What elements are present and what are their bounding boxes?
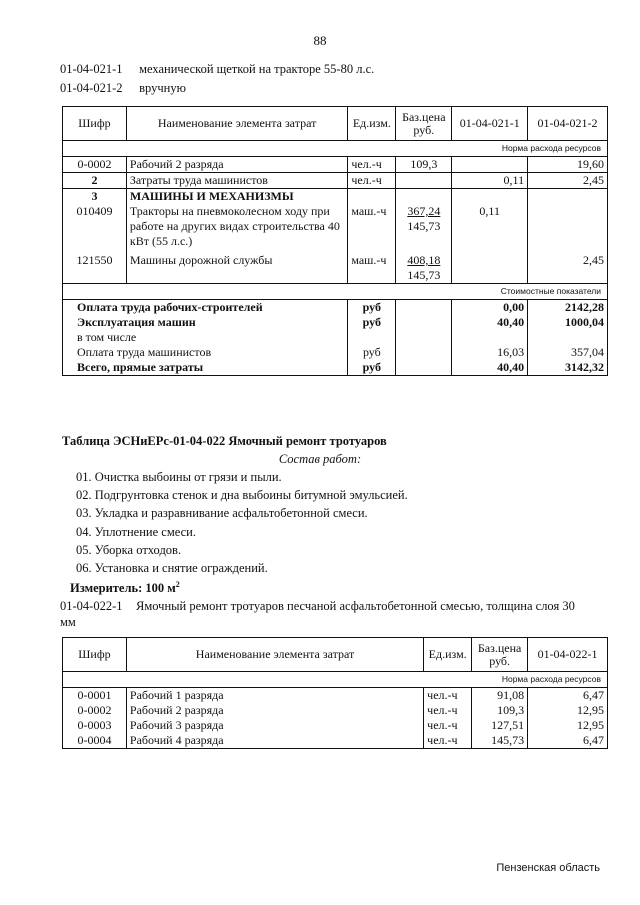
cell-unit: чел.-ч [424, 718, 472, 733]
code-line [60, 81, 186, 96]
code-id: 01-04-021-1 [60, 62, 123, 76]
cost-name: Всего, прямые затраты [63, 360, 348, 376]
cell-v2 [528, 204, 608, 253]
cell-unit: чел.-ч [348, 157, 396, 173]
cell-price: 109,3 [396, 157, 452, 173]
cell-price: 127,51 [472, 718, 528, 733]
cost-v2: 357,04 [528, 345, 608, 360]
cell-name: Затраты труда машинистов [126, 173, 347, 189]
measure-sup: 2 [175, 580, 180, 589]
sostav-heading: Состав работ: [278, 452, 362, 466]
cell-v2: 2,45 [528, 173, 608, 189]
table-row [63, 204, 608, 253]
cost-v1: 40,40 [452, 315, 528, 330]
cell-shifr: 0-0002 [63, 703, 127, 718]
page-number: 88 [313, 33, 327, 48]
table-row [63, 189, 608, 205]
resource-table-2 [62, 637, 608, 749]
cell-unit: чел.-ч [424, 703, 472, 718]
cell-price [396, 189, 452, 205]
cell-price [396, 253, 452, 284]
cost-name: Оплата труда рабочих-строителей [63, 300, 348, 316]
cell-name: Рабочий 2 разряда [126, 157, 347, 173]
work-item: 03. Укладка и разравнивание асфальтобетонной смеси. [76, 506, 368, 520]
desc-text: Ямочный ремонт тротуаров песчаной асфальтобетонной смесью, толщина слоя 30 мм [60, 599, 575, 629]
cell-v1: 0,11 [452, 173, 528, 189]
cell-shifr: 010409 [63, 204, 127, 253]
cell-name: Рабочий 1 разряда [126, 688, 423, 704]
cell-v1 [452, 157, 528, 173]
norm-label: Норма расхода ресурсов [63, 672, 608, 688]
cost-v1 [452, 330, 528, 345]
cell-unit: чел.-ч [424, 688, 472, 704]
price-value: 408,18 [407, 253, 441, 267]
work-item: 01. Очистка выбоины от грязи и пыли. [76, 470, 282, 484]
cell-unit: маш.-ч [348, 204, 396, 253]
header-unit: Ед.изм. [424, 638, 472, 672]
header-unit: Ед.изм. [348, 107, 396, 141]
table-row [63, 173, 608, 189]
header-price: Баз.цена руб. [396, 107, 452, 141]
header-shifr: Шифр [63, 107, 127, 141]
cell-v1: 12,95 [528, 718, 608, 733]
cost-unit: руб [348, 300, 396, 316]
cell-name: Рабочий 2 разряда [126, 703, 423, 718]
header-col1: 01-04-021-1 [452, 107, 528, 141]
cell-name: Рабочий 4 разряда [126, 733, 423, 749]
cost-unit: руб [348, 360, 396, 376]
work-item: 06. Установка и снятие ограждений. [76, 561, 268, 575]
code-text: вручную [139, 81, 186, 95]
work-item: 05. Уборка отходов. [76, 543, 182, 557]
table-row [63, 315, 608, 330]
cost-unit: руб [348, 315, 396, 330]
cell-name: Тракторы на пневмоколесном ходу при работе на других видах строительства 40 кВт (55 л.с.) [126, 204, 347, 253]
cost-v1: 40,40 [452, 360, 528, 376]
cell-shifr: 0-0001 [63, 688, 127, 704]
price-secondary: 145,73 [407, 219, 441, 233]
cell-v1 [452, 253, 528, 284]
header-col2: 01-04-021-2 [528, 107, 608, 141]
table-row [63, 345, 608, 360]
cell-shifr: 0-0002 [63, 157, 127, 173]
table-row [63, 157, 608, 173]
cell-price [396, 204, 452, 253]
cost-name: Эксплуатация машин [63, 315, 348, 330]
cost-v1: 0,00 [452, 300, 528, 316]
work-description [60, 598, 580, 630]
measure-unit [70, 580, 180, 596]
cell-v2 [528, 189, 608, 205]
cost-name: Оплата труда машинистов [63, 345, 348, 360]
work-item: 04. Уплотнение смеси. [76, 525, 196, 539]
table-row [63, 718, 608, 733]
cell-shifr: 2 [63, 173, 127, 189]
price-value: 367,24 [407, 204, 441, 218]
cell-unit: чел.-ч [348, 173, 396, 189]
resource-table-1 [62, 106, 608, 376]
table-row [63, 330, 608, 345]
table-row [63, 733, 608, 749]
norm-label: Норма расхода ресурсов [63, 141, 608, 157]
cost-v2 [528, 330, 608, 345]
header-col1: 01-04-022-1 [528, 638, 608, 672]
header-name: Наименование элемента затрат [126, 107, 347, 141]
desc-code: 01-04-022-1 [60, 599, 123, 613]
code-text: механической щеткой на тракторе 55-80 л.с. [139, 62, 375, 76]
code-id: 01-04-021-2 [60, 81, 123, 95]
cell-price: 91,08 [472, 688, 528, 704]
code-line [60, 62, 374, 77]
header-shifr: Шифр [63, 638, 127, 672]
cost-unit [348, 330, 396, 345]
cost-unit: руб [348, 345, 396, 360]
cell-price: 109,3 [472, 703, 528, 718]
work-item: 02. Подгрунтовка стенок и дна выбоины битумной эмульсией. [76, 488, 408, 502]
header-price: Баз.цена руб. [472, 638, 528, 672]
cost-v2: 1000,04 [528, 315, 608, 330]
cost-v2: 3142,32 [528, 360, 608, 376]
cell-v1 [452, 189, 528, 205]
cell-v1: 12,95 [528, 703, 608, 718]
table-row [63, 703, 608, 718]
cell-name: Рабочий 3 разряда [126, 718, 423, 733]
cell-v1: 0,11 [452, 204, 528, 253]
cell-unit: чел.-ч [424, 733, 472, 749]
cell-v2: 2,45 [528, 253, 608, 284]
cell-shifr: 0-0003 [63, 718, 127, 733]
cell-shifr: 0-0004 [63, 733, 127, 749]
cell-v2: 19,60 [528, 157, 608, 173]
cell-shifr: 3 [63, 189, 127, 205]
cell-v1: 6,47 [528, 688, 608, 704]
cell-price: 145,73 [472, 733, 528, 749]
cost-name: в том числе [63, 330, 348, 345]
cell-shifr: 121550 [63, 253, 127, 284]
table-row [63, 300, 608, 316]
measure-label: Измеритель: 100 м [70, 581, 176, 596]
table-title: Таблица ЭСНиЕРс-01-04-022 Ямочный ремонт тротуаров [62, 434, 387, 448]
header-name: Наименование элемента затрат [126, 638, 423, 672]
cell-unit: маш.-ч [348, 253, 396, 284]
cell-price [396, 173, 452, 189]
cell-v1: 6,47 [528, 733, 608, 749]
cell-name: Машины дорожной службы [126, 253, 347, 284]
table-row [63, 253, 608, 284]
cell-name: МАШИНЫ И МЕХАНИЗМЫ [126, 189, 347, 205]
cost-label: Стоимостные показатели [63, 284, 608, 300]
footer-region: Пензенская область [496, 862, 600, 874]
cell-unit [348, 189, 396, 205]
price-secondary: 145,73 [407, 268, 441, 282]
table-row [63, 360, 608, 376]
table-row [63, 688, 608, 704]
cost-v2: 2142,28 [528, 300, 608, 316]
cost-v1: 16,03 [452, 345, 528, 360]
